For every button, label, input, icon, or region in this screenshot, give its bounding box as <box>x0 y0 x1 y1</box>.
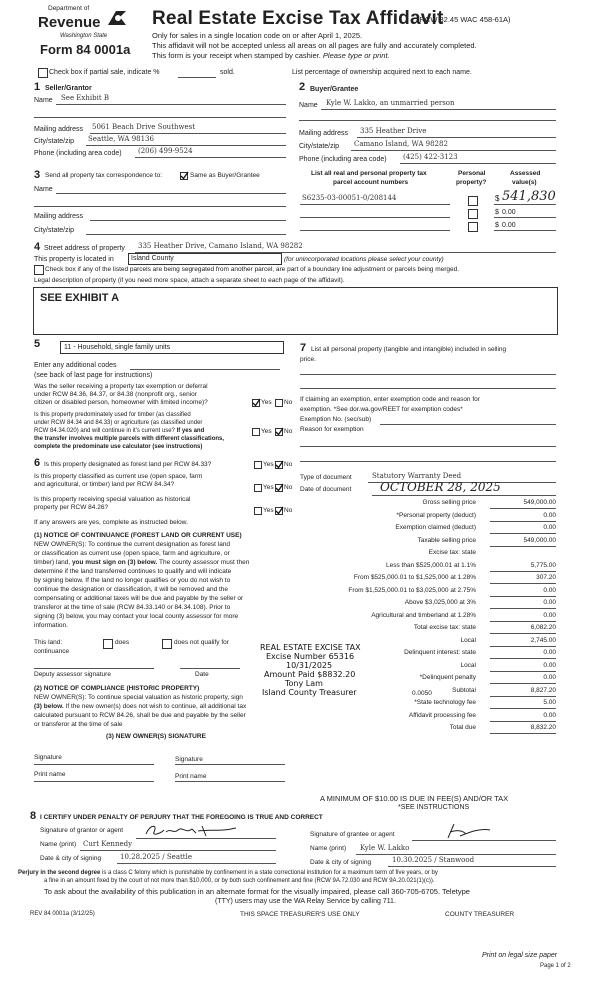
notice-line-1: Only for sales in a single location code on or after April 1, 2025. <box>152 31 363 40</box>
correspondence-city-label: City/state/zip <box>34 227 75 234</box>
tax-row-line <box>490 733 556 734</box>
grantor-date-line <box>117 863 276 864</box>
tax-row-label: Affidavit processing fee <box>408 711 476 719</box>
compliance-text-2a: (3) below. <box>34 703 64 710</box>
owner-sig-line-1 <box>34 764 154 765</box>
assessed-dollar-2: $ <box>495 209 499 216</box>
tax-row-value[interactable]: 5.00 <box>543 699 556 706</box>
assessed-dollar-3: $ <box>495 222 499 229</box>
tax-row-line <box>490 533 556 534</box>
current-use-no-label: No <box>284 484 293 491</box>
perjury-text-1: is a class C felony which is punishable by confinement in a state correctional institution for a maximum term of five years, or by <box>102 870 438 876</box>
tax-row-line <box>490 583 556 584</box>
tax-row-value[interactable]: 6,082.20 <box>530 624 556 631</box>
owner-signature-label-2: Signature <box>175 756 203 763</box>
tax-row-line <box>490 621 556 622</box>
assessed-line-1 <box>494 204 556 205</box>
tax-row-line <box>490 683 556 684</box>
personal-col-header: Personal <box>458 170 486 177</box>
exemption-no-label: No <box>284 399 293 406</box>
timber-yes-label: Yes <box>261 428 272 435</box>
tax-row-label: Delinquent interest: state <box>404 649 476 656</box>
tax-row-label: Less than $525,000.01 at 1.1% <box>386 561 476 569</box>
land-does-not-label: does not qualify for <box>174 639 229 646</box>
grantee-name-value[interactable]: Kyle W. Lakko <box>360 844 410 852</box>
continuance-text-5: by signing below. If the land no longer qualifies or you do not wish to <box>34 577 231 584</box>
tax-row-label: Local <box>460 661 476 669</box>
forest-yes-label: Yes <box>263 461 274 468</box>
seller-name-value[interactable]: See Exhibit B <box>61 94 110 102</box>
seller-city-label: City/state/zip <box>34 138 75 145</box>
q-exemption-3: citizen or disabled person, homeowner with limited income)? <box>34 399 208 406</box>
exemption-text-2: exemption. *See dor.wa.gov/REET for exemption codes* <box>300 406 463 413</box>
continuance-text-2: or classification as current use (open space, farm and agriculture, or <box>34 550 230 557</box>
tax-row-label: From $1,525,000.01 to $3,025,000 at 2.75% <box>348 586 476 594</box>
tax-row-value[interactable]: 2,745.00 <box>530 636 556 644</box>
continuance-text-4: determine if the land transferred continues to qualify and will indicate <box>34 568 232 575</box>
dept-line: Department of <box>48 5 90 12</box>
grantee-signature-icon <box>440 820 500 842</box>
continuance-text-10: information. <box>34 622 68 629</box>
print-legal-note: Print on legal size paper <box>482 952 558 959</box>
buyer-phone-line <box>400 163 556 164</box>
grantor-name-value[interactable]: Curt Kennedy <box>83 840 133 848</box>
buyer-mail-value[interactable]: 335 Heather Drive <box>360 127 427 135</box>
tax-row-value[interactable]: 0.00 <box>543 711 556 719</box>
q-timber-5: complete the predominate use calculator (see instructions) <box>34 444 203 450</box>
grantor-sig-line <box>136 838 276 839</box>
q-current-use-1: Is this property classified as current use (open space, farm <box>34 473 203 480</box>
tax-row-line <box>490 508 556 509</box>
deputy-date-label: Date <box>195 671 209 678</box>
tax-row-line <box>490 658 556 659</box>
tax-row-line <box>490 633 556 634</box>
seller-name-label: Name <box>34 97 53 104</box>
doc-date-value[interactable]: OCTOBER 28, 2025 <box>380 480 501 494</box>
q-timber-1: Is this property predominately used for timber (as classified <box>34 412 191 418</box>
seller-phone-value[interactable]: (206) 499-9524 <box>138 147 193 155</box>
section-3-number: 3 <box>34 169 41 181</box>
legal-description-label: Legal description of property (if you need more space, attach a separate sheet to each page of the affidavit). <box>34 277 345 284</box>
timber-no-label: No <box>284 428 293 435</box>
compliance-text-3: calculated pursuant to RCW 84.26, shall be due and payable by the seller <box>34 712 246 719</box>
grantee-date-line <box>388 866 556 867</box>
rcw-reference: (RCW 82.45 WAC 458-61A) <box>417 15 511 24</box>
forest-yes-checkbox[interactable] <box>254 461 262 469</box>
continuance-text-3c: The county assessor must then <box>159 559 250 566</box>
exemption-no-line[interactable] <box>380 424 556 425</box>
buyer-city-label: City/state/zip <box>299 143 340 150</box>
perjury-bold: Perjury in the second degree <box>18 870 101 876</box>
buyer-name-value[interactable]: Kyle W. Lakko, an unmarried person <box>326 99 455 107</box>
located-in-label: This property is located in <box>34 256 114 263</box>
personal-property-checkbox-3[interactable] <box>468 222 478 232</box>
tax-row-label: Agricultural and timberland at 1.28% <box>371 611 476 619</box>
section-2-number: 2 <box>299 81 306 93</box>
dor-logo-icon <box>106 9 128 27</box>
correspondence-mail-line <box>90 220 286 221</box>
check-mark-icon <box>275 506 284 515</box>
stamp-line-4: Amount Paid $8832.20 <box>264 670 356 679</box>
grantor-date-label: Date & city of signing <box>40 855 102 862</box>
buyer-mail-label: Mailing address <box>299 130 349 137</box>
tax-row-value[interactable]: 0.00 <box>543 661 556 669</box>
new-owner-signature-title: (3) NEW OWNER(S) SIGNATURE <box>106 733 206 740</box>
legal-description-value: SEE EXHIBIT A <box>40 292 120 304</box>
county-treasurer-label: COUNTY TREASURER <box>445 911 515 918</box>
county-note: (for unincorporated locations please select your county) <box>284 256 444 263</box>
additional-codes-label: Enter any additional codes <box>34 362 117 369</box>
partial-sale-label: Check box if partial sale, indicate % <box>49 69 160 76</box>
minimum-see-instructions: *SEE INSTRUCTIONS <box>398 804 470 811</box>
current-use-yes-label: Yes <box>263 484 274 491</box>
street-address-value[interactable]: 335 Heather Drive, Camano Island, WA 98282 <box>138 242 303 250</box>
page-indicator: Page 1 of 2 <box>540 963 571 969</box>
seller-title: Seller/Grantor <box>45 85 92 92</box>
grantor-name-label: Name (print) <box>40 841 77 848</box>
parcel-line-3 <box>300 230 450 231</box>
parcel-1-value[interactable]: S6235-03-00051-0/208144 <box>302 194 397 202</box>
owner-print-line-2 <box>175 781 285 782</box>
section-4-number: 4 <box>34 241 41 253</box>
seller-name-line <box>56 104 286 105</box>
correspondence-name-label: Name <box>34 186 53 193</box>
assessed-value-1[interactable]: 541,830 <box>502 189 556 204</box>
exemption-reason-line-1 <box>300 446 556 447</box>
correspondence-extra-line <box>34 206 286 207</box>
doc-type-value[interactable]: Statutory Warranty Deed <box>372 472 462 480</box>
check-mark-icon <box>252 398 261 407</box>
tax-row-line <box>490 596 556 597</box>
grantee-date-label: Date & city of signing <box>310 859 372 866</box>
form-revision: REV 84 0001a (3/12/25) <box>30 911 95 917</box>
form-number: Form 84 0001a <box>40 42 131 57</box>
stamp-line-1: REAL ESTATE EXCISE TAX <box>260 643 361 652</box>
continuance-text-7: compensating or additional taxes will be due and payable by the seller or <box>34 595 244 602</box>
q-timber-2: under RCW 84.34 and 84.33) or agriculture (as classified under <box>34 420 203 426</box>
certify-statement: I CERTIFY UNDER PENALTY OF PERJURY THAT THE FOREGOING IS TRUE AND CORRECT <box>40 814 323 821</box>
assessed-value-3[interactable]: 0.00 <box>502 222 516 229</box>
timber-yes-checkbox[interactable] <box>252 428 260 436</box>
tax-row-label: Above $3,025,000 at 3% <box>404 599 476 606</box>
assessed-value-2[interactable]: 0.00 <box>502 209 516 216</box>
forest-no-label: No <box>284 461 293 468</box>
tax-row-line <box>490 608 556 609</box>
buyer-city-line <box>351 150 556 151</box>
owner-print-label-2: Print name <box>175 773 207 780</box>
check-mark-icon <box>275 483 284 492</box>
tax-row-value[interactable]: 5,775.00 <box>530 561 556 569</box>
notice-type-print: Please type or print. <box>322 51 390 60</box>
tax-row-label: From $525,000.01 to $1,525,000 at 1.28% <box>353 574 476 581</box>
owner-print-line-1 <box>34 781 154 782</box>
personal-property-checkbox-2[interactable] <box>468 209 478 219</box>
section-7-number: 7 <box>300 342 307 354</box>
personal-col-header-2: property? <box>456 179 487 186</box>
buyer-phone-label: Phone (including area code) <box>299 156 387 163</box>
additional-codes-line <box>130 369 280 370</box>
q-exemption-1: Was the seller receiving a property tax exemption or deferral <box>34 383 208 390</box>
q-timber-3b: If yes and <box>176 428 205 434</box>
assessed-line-2 <box>494 217 556 218</box>
buyer-title: Buyer/Grantee <box>310 86 359 93</box>
section-8-number: 8 <box>30 810 37 822</box>
page-title: Real Estate Excise Tax Affidavit <box>152 8 444 29</box>
grantee-name-label: Name (print) <box>310 845 347 852</box>
exemption-no-checkbox[interactable] <box>275 399 283 407</box>
treasurer-use-only: THIS SPACE TREASURER'S USE ONLY <box>240 911 360 918</box>
if-yes-instruction: If any answers are yes, complete as instructed below. <box>34 519 188 526</box>
q-exemption-2: under RCW 84.36, 84.37, or 84.38 (nonprofit org., senior <box>34 391 197 398</box>
grantee-date-value[interactable]: 10.30.2025 / Stanwood <box>392 856 475 864</box>
owner-signature-label-1: Signature <box>34 754 62 761</box>
tax-row-value[interactable]: 8,827.20 <box>530 686 556 694</box>
seller-city-value[interactable]: Seattle, WA 98136 <box>88 135 154 143</box>
tax-row-line <box>490 721 556 722</box>
stamp-line-3: 10/31/2025 <box>286 661 333 670</box>
tax-row-value[interactable]: 0.00 <box>543 511 556 519</box>
tax-row-label: *Delinquent penalty <box>419 674 476 681</box>
tax-row-line <box>490 546 556 547</box>
q-forest: Is this property designated as forest land per RCW 84.33? <box>44 461 212 468</box>
personal-property-text-2: price. <box>300 356 316 363</box>
current-use-yes-checkbox[interactable] <box>254 484 262 492</box>
parcel-col-header: List all real and personal property tax <box>311 170 427 177</box>
assessed-col-header-2: value(s) <box>512 179 537 186</box>
continuance-text-6: continue the designation or classification, it will be removed and the <box>34 586 229 593</box>
tax-row-label: Total due <box>449 724 476 731</box>
tax-row-label: *State technology fee <box>414 699 476 706</box>
parcel-col-header-2: parcel account numbers <box>333 179 409 186</box>
tax-row-value[interactable]: 8,832.20 <box>530 724 556 731</box>
buyer-city-value[interactable]: Camano Island, WA 98282 <box>354 140 448 148</box>
state-label: Washington State <box>60 33 108 39</box>
buyer-phone-value[interactable]: (425) 422-3123 <box>403 153 458 161</box>
compliance-text-2b: If the new owner(s) does not wish to continue, all additional tax <box>65 703 247 710</box>
seller-phone-line <box>135 157 286 158</box>
partial-sale-line[interactable] <box>178 77 216 78</box>
owner-print-label-1: Print name <box>34 771 66 778</box>
perjury-text-2: a fine in an amount fixed by the court of not more than $10,000, or by both such confinement and fine (RCW 9A.72.030 and RCW 9A.20.021(1)(c)). <box>44 878 435 884</box>
doc-date-label: Date of document <box>300 486 352 493</box>
continuance-text-9: signing (3) below, you may contact your local county assessor for more <box>34 613 239 620</box>
seller-city-line <box>86 145 286 146</box>
notice-line-2: This affidavit will not be accepted unless all areas on all pages are fully and accurately completed. <box>152 41 477 50</box>
exemption-reason-label: Reason for exemption <box>300 426 364 433</box>
land-does-label: does <box>115 639 130 646</box>
minimum-notice: A MINIMUM OF $10.00 IS DUE IN FEE(S) AND/OR TAX <box>320 794 509 803</box>
tax-row-value[interactable]: 0.00 <box>543 524 556 531</box>
deputy-sig-line <box>34 668 154 669</box>
tax-row-value[interactable]: 0.00 <box>543 586 556 594</box>
tax-row-value[interactable]: 0.00 <box>543 674 556 681</box>
tax-row-label: *Personal property (deduct) <box>396 511 476 519</box>
doc-type-label: Type of document <box>300 474 352 481</box>
deputy-signature-label: Deputy assessor signature <box>34 671 111 678</box>
exemption-reason-line-2 <box>300 461 556 462</box>
agency-name: Revenue <box>38 14 101 31</box>
parcel-line-1 <box>300 204 450 205</box>
local-rate: 0.0050 <box>412 690 432 697</box>
tax-row-label: Exemption claimed (deduct) <box>395 524 476 531</box>
tax-row-line <box>490 521 556 522</box>
partial-sale-checkbox[interactable] <box>38 68 48 78</box>
tax-row-value[interactable]: 549,000.00 <box>523 499 556 506</box>
continuance-text-3a: timber) land, <box>34 559 71 566</box>
check-mark-icon <box>275 460 284 469</box>
q-historic-2: property per RCW 84.26? <box>34 504 109 511</box>
personal-property-line-1 <box>300 374 556 375</box>
correspondence-name-line <box>56 193 286 194</box>
historic-no-label: No <box>284 507 293 514</box>
personal-property-text-1: List all personal property (tangible and intangible) included in selling <box>311 346 507 353</box>
grantor-name-line <box>80 850 276 851</box>
exemption-yes-label: Yes <box>261 399 272 406</box>
tax-row-label: Local <box>460 636 476 644</box>
tax-row-line <box>490 571 556 572</box>
assessed-col-header: Assessed <box>510 170 541 177</box>
street-address-label: Street address of property <box>44 245 125 252</box>
historic-yes-checkbox[interactable] <box>254 507 262 515</box>
this-land-label: This land: <box>34 639 63 646</box>
tax-row-label: Gross selling price <box>422 499 476 506</box>
seller-extra-line <box>34 117 286 118</box>
continuance-text-3b: you must sign on (3) below. <box>71 559 158 566</box>
grantor-signature-label: Signature of grantor or agent <box>40 827 124 834</box>
assessed-dollar-1: $ <box>495 194 500 203</box>
see-back-note: (see back of last page for instructions) <box>34 372 153 379</box>
tax-row-value[interactable]: 549,000.00 <box>523 536 556 544</box>
buyer-name-label: Name <box>299 102 318 109</box>
partial-sale-sold: sold. <box>220 69 235 76</box>
tax-row-value[interactable]: 0.00 <box>543 649 556 656</box>
q-timber-4: the transfer involves multiple parcels with different classifications, <box>34 436 225 442</box>
continuance-text-8: transferor at the time of sale (RCW 84.33.140 or 84.34.108). Prior to <box>34 604 231 611</box>
tax-row-value[interactable]: 0.00 <box>543 599 556 606</box>
grantor-date-value[interactable]: 10.28.2025 / Seattle <box>120 853 193 861</box>
section-6-number: 6 <box>34 457 41 469</box>
seller-mail-label: Mailing address <box>34 126 84 133</box>
segregated-checkbox[interactable] <box>34 265 44 275</box>
section-5-number: 5 <box>34 338 41 350</box>
continuance-title: (1) NOTICE OF CONTINUANCE (FOREST LAND OR CURRENT USE) <box>34 532 242 539</box>
section-1-number: 1 <box>34 81 41 93</box>
seller-phone-label: Phone (including area code) <box>34 150 122 157</box>
tax-row-label: Total excise tax: state <box>413 624 476 631</box>
correspondence-mail-label: Mailing address <box>34 213 84 220</box>
compliance-text-1: NEW OWNER(S): To continue special valuation as historic property, sign <box>34 694 243 701</box>
section-3-text: Send all property tax correspondence to: <box>45 172 163 179</box>
land-does-checkbox[interactable] <box>103 639 113 649</box>
buyer-name-line <box>321 109 556 110</box>
grantee-name-line <box>356 854 556 855</box>
ownership-note: List percentage of ownership acquired next to each name. <box>292 69 472 76</box>
q-current-use-2: and agricultural, or timber) land per RCW 84.34? <box>34 481 175 488</box>
buyer-mail-line <box>357 137 556 138</box>
tax-row-line <box>490 646 556 647</box>
tax-row-label: Excise tax: state <box>428 549 476 556</box>
seller-mail-line <box>90 133 286 134</box>
continuance-label: continuance <box>34 648 70 655</box>
notice-line-3: This form is your receipt when stamped by cashier. <box>152 51 321 60</box>
assessed-line-3 <box>494 230 556 231</box>
owner-sig-line-2 <box>175 764 285 765</box>
stamp-line-2: Excise Number 65316 <box>266 652 355 661</box>
deputy-date-line <box>180 668 240 669</box>
tax-row-line <box>490 708 556 709</box>
check-mark-icon <box>180 171 189 180</box>
grantee-sig-line <box>412 840 556 841</box>
tax-row-label: Subtotal <box>452 686 476 694</box>
county-select[interactable]: Island County <box>128 253 282 265</box>
parcel-line-2 <box>300 217 450 218</box>
correspondence-city-line <box>86 234 286 235</box>
land-does-not-checkbox[interactable] <box>162 639 172 649</box>
exemption-text-1: If claiming an exemption, enter exemption code and reason for <box>300 396 480 403</box>
tax-row-line <box>490 696 556 697</box>
continuance-text-1: NEW OWNER(S): To continue the current designation as forest land <box>34 541 231 548</box>
tax-row-value[interactable]: 0.00 <box>543 611 556 619</box>
same-as-buyer-label: Same as Buyer/Grantee <box>190 172 260 179</box>
q-timber-3: RCW 84.34.020) and will continue in it's current use? <box>34 428 175 434</box>
exemption-no-field-label: Exemption No. (sec/sub) <box>300 416 372 423</box>
stamp-line-5: Tony Lam <box>285 679 323 688</box>
buyer-extra-line <box>299 120 556 121</box>
segregated-label: Check box if any of the listed parcels are being segregated from another parcel, are part of a boundary line adjustment or parcels being merged. <box>45 266 460 273</box>
tax-row-value[interactable]: 307.20 <box>536 574 556 581</box>
tty-text: (TTY) users may use the WA Relay Service by calling 711. <box>215 898 396 905</box>
historic-yes-label: Yes <box>263 507 274 514</box>
personal-property-checkbox-1[interactable] <box>468 196 478 206</box>
check-mark-icon <box>275 427 284 436</box>
tax-row-line <box>490 671 556 672</box>
q-historic-1: Is this property receiving special valuation as historical <box>34 496 191 503</box>
doc-date-line <box>372 495 556 496</box>
compliance-title: (2) NOTICE OF COMPLIANCE (HISTORIC PROPERTY) <box>34 685 200 692</box>
stamp-line-6: Island County Treasurer <box>262 688 357 697</box>
seller-mail-value[interactable]: 5061 Beach Drive Southwest <box>92 123 196 131</box>
personal-property-line-2 <box>300 388 556 389</box>
compliance-text-4: or transferor at the time of sale <box>34 721 123 728</box>
grantee-signature-label: Signature of grantee or agent <box>310 831 395 838</box>
tax-row-label: Taxable selling price <box>417 536 476 544</box>
alternate-format-text: To ask about the availability of this publication in an alternate format for the visually impaired, please call 360-705-6705. Teletype <box>44 887 470 896</box>
use-code-select[interactable]: 11 - Household, single family units <box>60 341 284 354</box>
